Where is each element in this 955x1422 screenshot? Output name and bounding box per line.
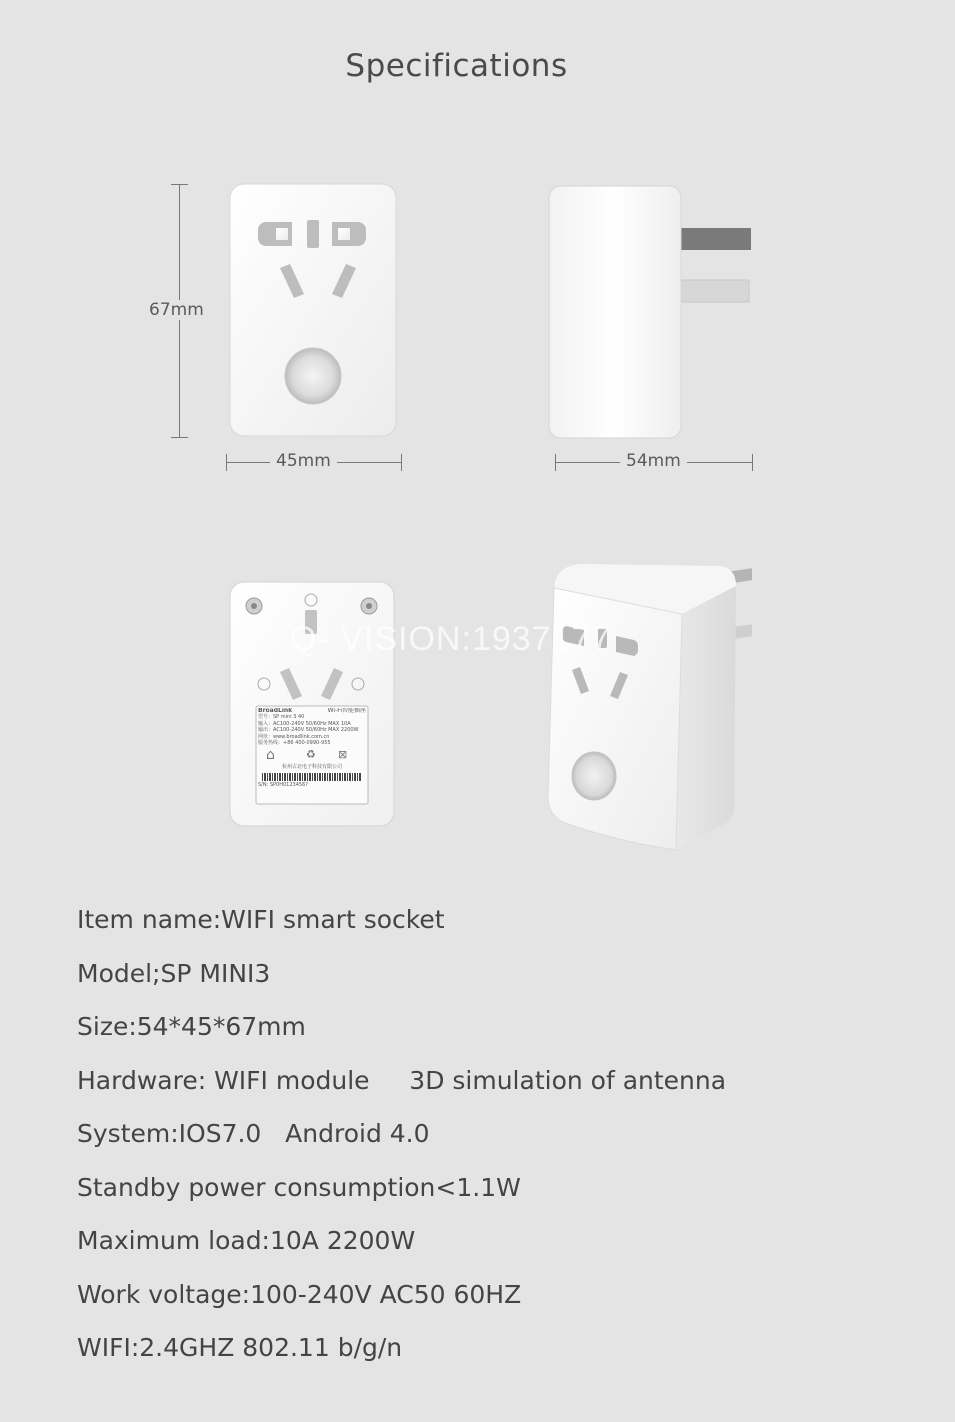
label-model-line: 型号：SP mini 3 40 — [258, 714, 305, 721]
spec-size: Size:54*45*67mm — [77, 1012, 306, 1041]
product-label-sticker — [258, 708, 366, 802]
spec-model: Model;SP MINI3 — [77, 958, 271, 988]
width-dimension-cap-left — [226, 454, 227, 471]
spec-system: System:IOS7.0 Android 4.0 — [77, 1119, 430, 1148]
watermark-text: Q- VISION:1937177 — [290, 620, 612, 658]
label-brand: BroadLink — [258, 708, 293, 714]
depth-dimension-cap-left — [555, 454, 556, 471]
label-web-line: 网址：www.broadlink.com.cn — [258, 733, 330, 740]
label-product: Wi-Fi智能插座 — [327, 708, 366, 714]
spec-wifi: WIFI:2.4GHZ 802.11 b/g/n — [77, 1333, 403, 1362]
spec-item-name: Item name:WIFI smart socket — [77, 905, 445, 934]
label-input-line: 输入：AC100-240V 50/60Hz MAX 10A — [258, 720, 351, 727]
depth-dimension-cap-right — [752, 454, 753, 471]
width-dimension-cap-right — [401, 454, 402, 471]
front-view-device — [228, 182, 400, 440]
specs-list — [77, 900, 726, 1382]
spec-standby-power: Standby power consumption<1.1W — [77, 1172, 521, 1202]
label-company-line: 杭州古北电子科技有限公司 — [281, 764, 342, 771]
label-phone-line: 服务热线：+86 400-0990-955 — [258, 740, 331, 747]
label-sn-line: S/N: SP0H0123456? — [258, 781, 308, 788]
width-dimension-label: 45mm — [270, 451, 337, 471]
label-output-line: 输出：AC100-240V 50/60Hz MAX 2200W — [258, 727, 359, 734]
height-dimension-cap-top — [171, 184, 188, 185]
side-view-device — [545, 182, 757, 442]
home-icon: ⌂ — [266, 747, 275, 764]
height-dimension-label: 67mm — [145, 300, 208, 320]
recycle-icon: ♻ — [306, 748, 316, 762]
spec-work-voltage: Work voltage:100-240V AC50 60HZ — [77, 1279, 522, 1309]
label-barcode — [262, 773, 362, 781]
height-dimension-cap-bottom — [171, 437, 188, 438]
depth-dimension-label: 54mm — [620, 451, 687, 471]
spec-maximum-load: Maximum load:10A 2200W — [77, 1226, 416, 1255]
angled-view-device — [540, 560, 780, 852]
weee-bin-icon: ⊠ — [338, 748, 348, 762]
page-title: Specifications — [345, 48, 568, 84]
spec-hardware: Hardware: WIFI module 3D simulation of antenna — [77, 1065, 727, 1095]
